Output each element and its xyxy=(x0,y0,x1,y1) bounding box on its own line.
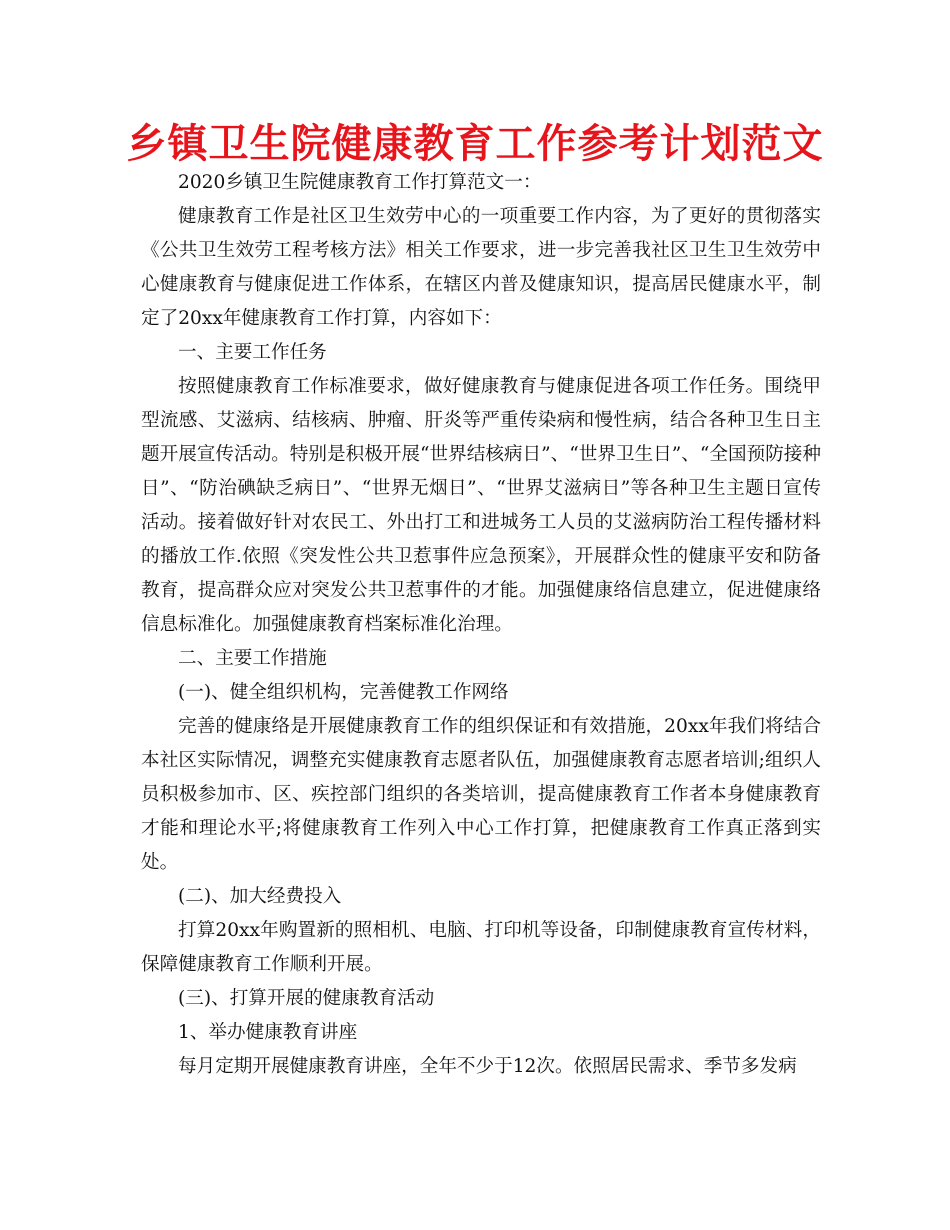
paragraph: 完善的健康络是开展健康教育工作的组织保证和有效措施，20xx年我们将结合本社区实际情况，调整充实健康教育志愿者队伍，加强健康教育志愿者培训;组织人员积极参加市、区、疾控部门组织的各类培训，提高健康教育工作者本身健康教育才能和理论水平;将健康教育工作列入中心工作打算，把健康教育工作真正落到实处。 xyxy=(141,716,821,873)
document-title: 乡镇卫生院健康教育工作参考计划范文 xyxy=(126,121,824,167)
section-heading: 一、主要工作任务 xyxy=(178,342,327,363)
document-body xyxy=(141,166,821,1084)
subsection-heading: (一)、健全组织机构，完善健教工作网络 xyxy=(178,682,509,703)
subsection-heading: (三)、打算开展的健康教育活动 xyxy=(178,988,435,1009)
subsection-heading: (二)、加大经费投入 xyxy=(178,886,342,907)
paragraph: 每月定期开展健康教育讲座，全年不少于12次。依照居民需求、季节多发病 xyxy=(178,1056,797,1077)
section-heading: 二、主要工作措施 xyxy=(178,648,327,669)
paragraph: 打算20xx年购置新的照相机、电脑、打印机等设备，印制健康教育宣传材料，保障健康教育工作顺利开展。 xyxy=(141,920,821,975)
paragraph: 按照健康教育工作标准要求，做好健康教育与健康促进各项工作任务。围绕甲型流感、艾滋病、结核病、肿瘤、肝炎等严重传染病和慢性病，结合各种卫生日主题开展宣传活动。特别是积极开展“世界结核病日”、“世界卫生日”、“全国预防接种日”、“防治碘缺乏病日”、“世界无烟日”、“世界艾滋病日”等各种卫生主题日宣传活动。接着做好针对农民工、外出打工和进城务工人员的艾滋病防治工程传播材料的播放工作.依照《突发性公共卫惹事件应急预案》，开展群众性的健康平安和防备教育，提高群众应对突发公共卫惹事件的才能。加强健康络信息建立，促进健康络信息标准化。加强健康教育档案标准化治理。 xyxy=(141,376,821,635)
paragraph: 健康教育工作是社区卫生效劳中心的一项重要工作内容，为了更好的贯彻落实《公共卫生效劳工程考核方法》相关工作要求，进一步完善我社区卫生卫生效劳中心健康教育与健康促进工作体系，在辖区内普及健康知识，提高居民健康水平，制定了20xx年健康教育工作打算，内容如下： xyxy=(141,206,821,329)
paragraph-intro: 2020乡镇卫生院健康教育工作打算范文一： xyxy=(178,172,542,193)
item-heading: 1、举办健康教育讲座 xyxy=(178,1022,358,1043)
